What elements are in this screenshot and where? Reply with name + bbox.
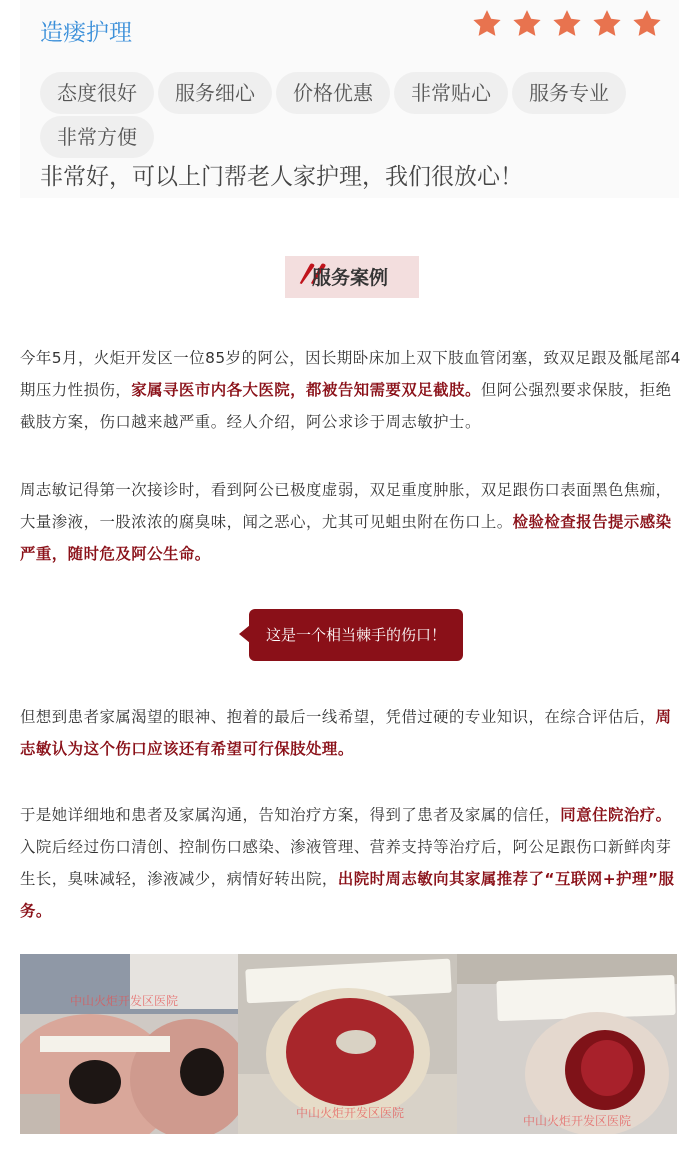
case-paragraph-1: [20, 342, 682, 438]
wound-photo-1-image: [20, 954, 238, 1134]
paragraph-highlight: 同意住院治疗。: [560, 806, 672, 824]
paragraph-text: 周志敏记得第一次接诊时，看到阿公已极度虚弱，双足重度肿胀，双足跟伤口表面黑色焦痂，大量渗液，一股浓浓的腐臭味，闻之恶心，尤其可见蛆虫附在伤口上。: [20, 481, 672, 531]
photo-watermark: 中山火炬开发区医院: [296, 1106, 405, 1120]
callout-text: 这是一个相当棘手的伤口！: [265, 626, 446, 644]
wound-photo-3: [457, 954, 677, 1134]
review-card: [20, 0, 679, 198]
paragraph-text: 但想到患者家属渴望的眼神、抱着的最后一线希望，凭借过硬的专业知识，在综合评估后，: [20, 708, 656, 726]
review-tag: 服务专业: [512, 72, 626, 114]
photo-watermark: 中山火炬开发区医院: [523, 1114, 632, 1128]
paragraph-highlight: 出院时周志敏向其家属推荐了“互联网+护理”服务。: [20, 870, 675, 920]
case-paragraph-2: [20, 474, 682, 570]
star-icon: [591, 8, 623, 40]
review-title: 造瘘护理: [40, 20, 132, 46]
paragraph-text: 于是她详细地和患者及家属沟通，告知治疗方案，得到了患者及家属的信任，: [20, 806, 561, 824]
review-tag: 非常方便: [40, 116, 154, 158]
star-icon: [511, 8, 543, 40]
wound-photo-1: [20, 954, 238, 1134]
review-tag: 非常贴心: [394, 72, 508, 114]
review-tag: 态度很好: [40, 72, 154, 114]
section-title: 服务案例: [312, 267, 389, 289]
paragraph-text: 入院后经过伤口清创、控制伤口感染、渗液管理、营养支持等治疗后，阿公足跟伤口新鲜肉芽生长，臭味减轻，渗液减少，病情好转出院，: [20, 838, 672, 888]
paragraph-text: 今年5月，火炬开发区一位85岁的阿公，因长期卧床加上双下肢血管闭塞，致双足跟及骶尾部4期压力性损伤，: [20, 349, 681, 399]
rating-stars: [471, 8, 663, 40]
wound-photo-2: [238, 954, 457, 1134]
paragraph-text: 但阿公强烈要求保肢，拒绝截肢方案，伤口越来越严重。经人介绍，阿公求诊于周志敏护士。: [20, 381, 672, 431]
star-icon: [551, 8, 583, 40]
photo-watermark: 中山火炬开发区医院: [70, 994, 179, 1008]
review-tag: 服务细心: [158, 72, 272, 114]
paragraph-highlight: 家属寻医市内各大医院，都被告知需要双足截肢。: [131, 381, 481, 399]
review-tag: 价格优惠: [276, 72, 390, 114]
wound-photo-3-image: [457, 954, 677, 1134]
paragraph-highlight: 检验检查报告提示感染严重，随时危及阿公生命。: [20, 513, 672, 563]
case-paragraph-3: [20, 701, 682, 765]
callout-bubble: [249, 609, 463, 661]
review-comment: 非常好，可以上门帮老人家护理，我们很放心！: [40, 164, 523, 190]
quote-mark-icon: 〃: [289, 252, 329, 299]
star-icon: [471, 8, 503, 40]
review-tags: [40, 72, 660, 158]
star-icon: [631, 8, 663, 40]
case-paragraph-4: [20, 799, 682, 927]
paragraph-highlight: 周志敏认为这个伤口应该还有希望可行保肢处理。: [20, 708, 672, 758]
